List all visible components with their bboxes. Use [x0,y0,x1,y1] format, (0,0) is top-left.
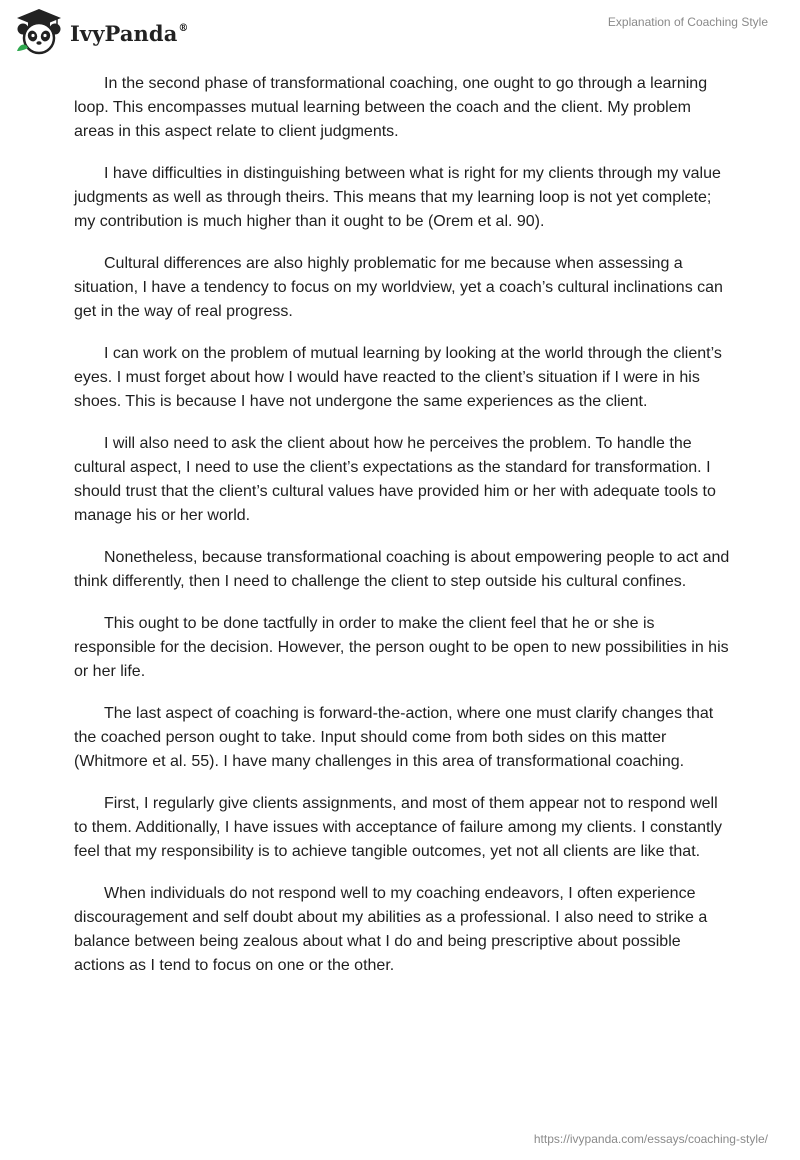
brand-logo[interactable] [14,7,189,57]
paragraph-1: In the second phase of transformational coaching, one ought to go through a learning loop. This encompasses mutual learning between the coach and the client. My problem areas in this aspect relate to client judgments. [74,75,708,140]
paragraph-4: I can work on the problem of mutual learning by looking at the world through the client’s eyes. I must forget about how I would have reacted to the client’s situation if I were in his shoes. This is because I have not undergone the same experiences as the client. [74,345,722,410]
paragraph-3: Cultural differences are also highly problematic for me because when assessing a situation, I have a tendency to focus on my worldview, yet a coach’s cultural inclinations can get in the way of real progress. [74,255,723,320]
paragraph-2: I have difficulties in distinguishing between what is right for my clients through my value judgments as well as through theirs. This means that my learning loop is not yet complete; my contribution is much higher than it ought to be (Orem et al. 90). [74,165,721,230]
paragraph-5: I will also need to ask the client about how he perceives the problem. To handle the cultural aspect, I need to use the client’s expectations as the standard for transformation. I should trust that the client’s cultural values have provided him or her with adequate tools to manage his or her world. [74,435,716,524]
paragraph-7: This ought to be done tactfully in order to make the client feel that he or she is responsible for the decision. However, the person ought to be open to new possibilities in his or her life. [74,615,729,680]
panda-graduate-logo-icon [14,7,64,57]
source-url-link[interactable]: https://ivypanda.com/essays/coaching-style/ [533,1132,768,1146]
essay-body [74,72,734,996]
paragraph-6: Nonetheless, because transformational coaching is about empowering people to act and think differently, then I need to challenge the client to step outside his cultural confines. [74,549,730,590]
brand-name: IvyPanda® [70,20,189,46]
paragraph-8: The last aspect of coaching is forward-the-action, where one must clarify changes that the coached person ought to take. Input should come from both sides on this matter (Whitmore et al. 55). I have many challenges in this area of transformational coaching. [74,705,714,770]
paragraph-10: When individuals do not respond well to my coaching endeavors, I often experience discouragement and self doubt about my abilities as a professional. I also need to strike a balance between being zealous about what I do and being prescriptive about possible actions as I tend to focus on one or the other. [74,885,708,974]
paragraph-9: First, I regularly give clients assignments, and most of them appear not to respond well to them. Additionally, I have issues with acceptance of failure among my clients. I constantly feel that my responsibility is to achieve tangible outcomes, yet not all clients are like that. [74,795,723,860]
page-header [0,0,800,62]
registered-mark: ® [178,22,189,34]
document-title: Explanation of Coaching Style [607,15,768,29]
